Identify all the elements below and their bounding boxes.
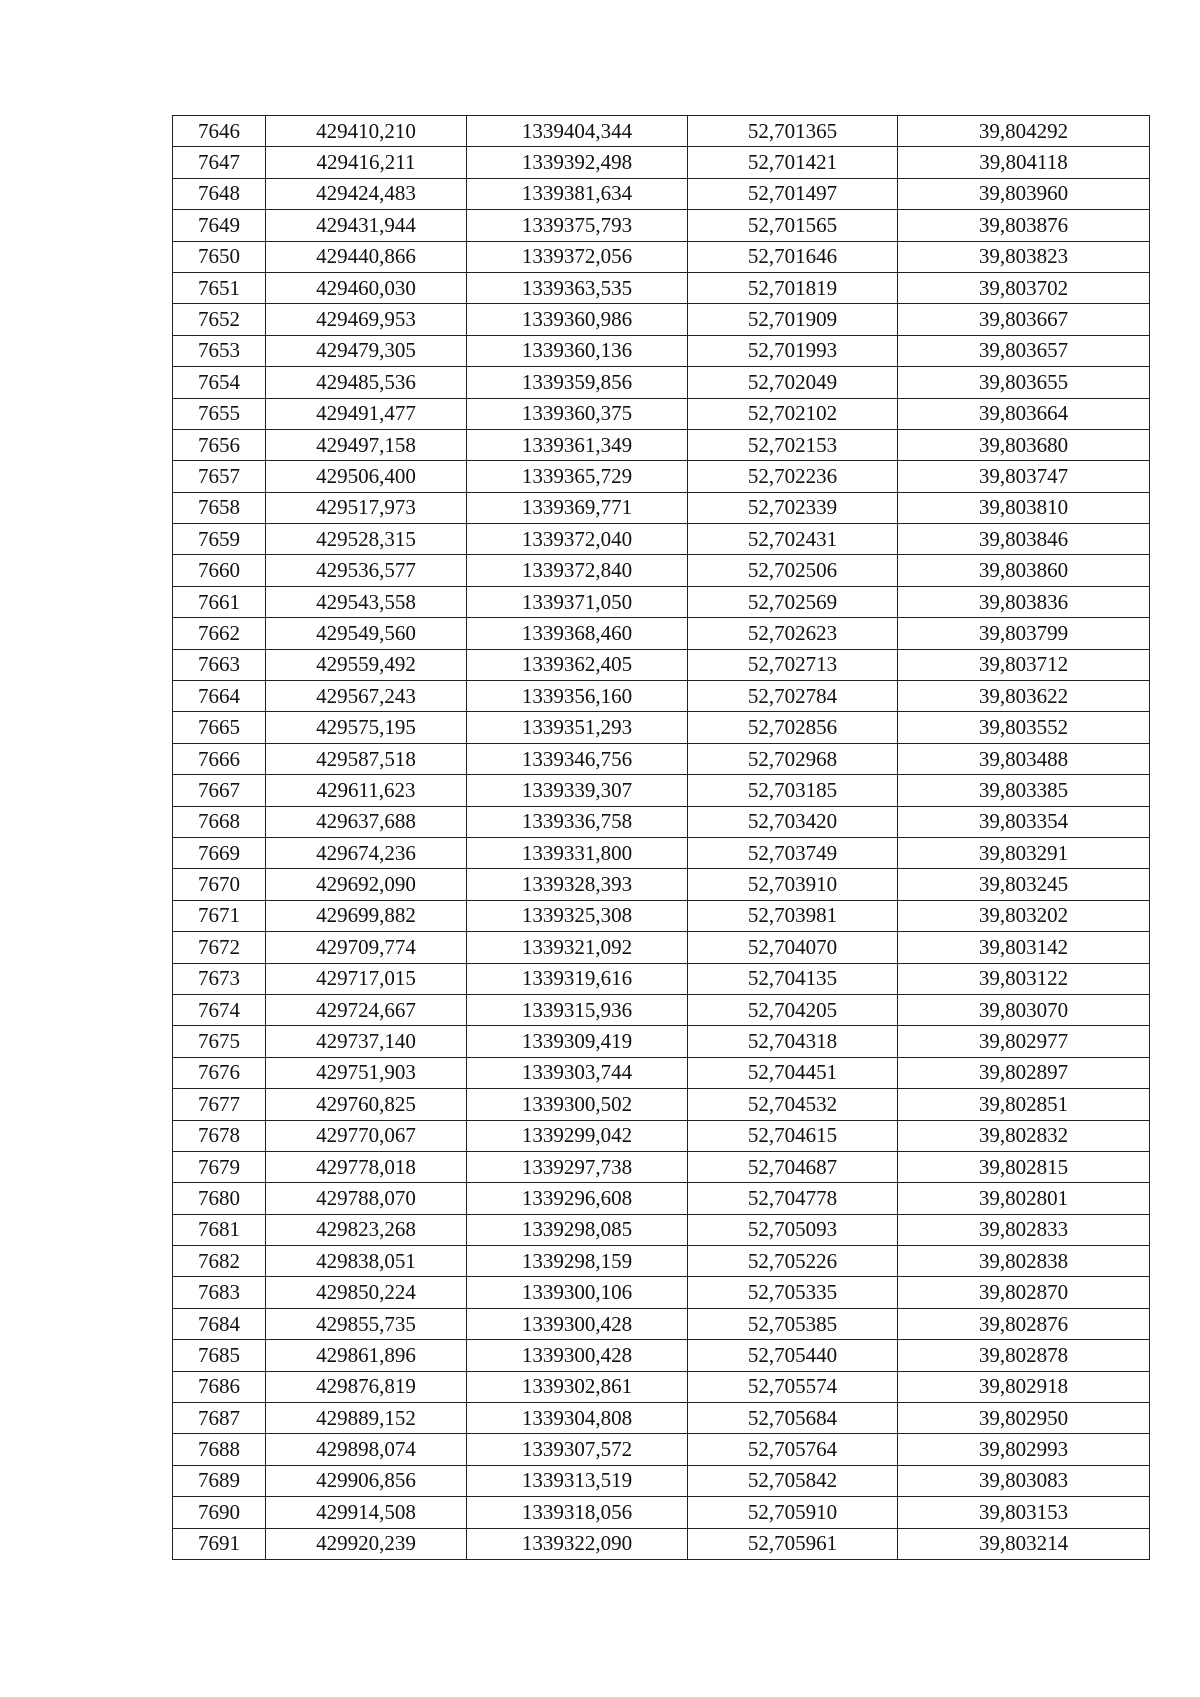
- x-coordinate-cell: 429751,903: [266, 1057, 467, 1088]
- point-number-cell: 7668: [173, 806, 266, 837]
- latitude-cell: 52,702339: [688, 492, 898, 523]
- latitude-cell: 52,701993: [688, 335, 898, 366]
- table-row: [173, 398, 1150, 429]
- latitude-cell: 52,704318: [688, 1026, 898, 1057]
- point-number-cell: 7656: [173, 429, 266, 460]
- latitude-cell: 52,701646: [688, 241, 898, 272]
- table-row: [173, 681, 1150, 712]
- latitude-cell: 52,701565: [688, 210, 898, 241]
- x-coordinate-cell: 429424,483: [266, 178, 467, 209]
- table-row: [173, 712, 1150, 743]
- y-coordinate-cell: 1339404,344: [467, 116, 688, 147]
- point-number-cell: 7684: [173, 1308, 266, 1339]
- point-number-cell: 7652: [173, 304, 266, 335]
- latitude-cell: 52,704532: [688, 1089, 898, 1120]
- y-coordinate-cell: 1339321,092: [467, 932, 688, 963]
- longitude-cell: 39,803960: [898, 178, 1150, 209]
- x-coordinate-cell: 429517,973: [266, 492, 467, 523]
- point-number-cell: 7672: [173, 932, 266, 963]
- point-number-cell: 7689: [173, 1465, 266, 1496]
- table-row: [173, 618, 1150, 649]
- table-row: [173, 1277, 1150, 1308]
- y-coordinate-cell: 1339309,419: [467, 1026, 688, 1057]
- longitude-cell: 39,803354: [898, 806, 1150, 837]
- x-coordinate-cell: 429567,243: [266, 681, 467, 712]
- x-coordinate-cell: 429876,819: [266, 1371, 467, 1402]
- point-number-cell: 7648: [173, 178, 266, 209]
- table-row: [173, 1057, 1150, 1088]
- latitude-cell: 52,704778: [688, 1183, 898, 1214]
- point-number-cell: 7646: [173, 116, 266, 147]
- point-number-cell: 7683: [173, 1277, 266, 1308]
- table-row: [173, 272, 1150, 303]
- x-coordinate-cell: 429485,536: [266, 367, 467, 398]
- table-row: [173, 743, 1150, 774]
- latitude-cell: 52,705842: [688, 1465, 898, 1496]
- point-number-cell: 7667: [173, 775, 266, 806]
- longitude-cell: 39,804118: [898, 147, 1150, 178]
- point-number-cell: 7655: [173, 398, 266, 429]
- table-row: [173, 1528, 1150, 1559]
- longitude-cell: 39,803747: [898, 461, 1150, 492]
- table-row: [173, 586, 1150, 617]
- point-number-cell: 7654: [173, 367, 266, 398]
- y-coordinate-cell: 1339360,986: [467, 304, 688, 335]
- longitude-cell: 39,802897: [898, 1057, 1150, 1088]
- point-number-cell: 7665: [173, 712, 266, 743]
- longitude-cell: 39,803153: [898, 1497, 1150, 1528]
- point-number-cell: 7649: [173, 210, 266, 241]
- x-coordinate-cell: 429717,015: [266, 963, 467, 994]
- y-coordinate-cell: 1339360,136: [467, 335, 688, 366]
- y-coordinate-cell: 1339369,771: [467, 492, 688, 523]
- latitude-cell: 52,705910: [688, 1497, 898, 1528]
- table-row: [173, 994, 1150, 1025]
- y-coordinate-cell: 1339339,307: [467, 775, 688, 806]
- point-number-cell: 7685: [173, 1340, 266, 1371]
- point-number-cell: 7675: [173, 1026, 266, 1057]
- longitude-cell: 39,802876: [898, 1308, 1150, 1339]
- latitude-cell: 52,705764: [688, 1434, 898, 1465]
- x-coordinate-cell: 429861,896: [266, 1340, 467, 1371]
- point-number-cell: 7663: [173, 649, 266, 680]
- y-coordinate-cell: 1339328,393: [467, 869, 688, 900]
- y-coordinate-cell: 1339361,349: [467, 429, 688, 460]
- x-coordinate-cell: 429889,152: [266, 1403, 467, 1434]
- x-coordinate-cell: 429914,508: [266, 1497, 467, 1528]
- point-number-cell: 7670: [173, 869, 266, 900]
- latitude-cell: 52,702431: [688, 524, 898, 555]
- latitude-cell: 52,704687: [688, 1151, 898, 1182]
- longitude-cell: 39,802977: [898, 1026, 1150, 1057]
- longitude-cell: 39,802838: [898, 1246, 1150, 1277]
- x-coordinate-cell: 429440,866: [266, 241, 467, 272]
- latitude-cell: 52,703185: [688, 775, 898, 806]
- longitude-cell: 39,803202: [898, 900, 1150, 931]
- longitude-cell: 39,803823: [898, 241, 1150, 272]
- y-coordinate-cell: 1339375,793: [467, 210, 688, 241]
- longitude-cell: 39,803846: [898, 524, 1150, 555]
- point-number-cell: 7666: [173, 743, 266, 774]
- longitude-cell: 39,804292: [898, 116, 1150, 147]
- y-coordinate-cell: 1339315,936: [467, 994, 688, 1025]
- longitude-cell: 39,803810: [898, 492, 1150, 523]
- table-row: [173, 335, 1150, 366]
- table-row: [173, 869, 1150, 900]
- x-coordinate-cell: 429431,944: [266, 210, 467, 241]
- x-coordinate-cell: 429838,051: [266, 1246, 467, 1277]
- point-number-cell: 7653: [173, 335, 266, 366]
- longitude-cell: 39,803712: [898, 649, 1150, 680]
- latitude-cell: 52,702102: [688, 398, 898, 429]
- point-number-cell: 7690: [173, 1497, 266, 1528]
- latitude-cell: 52,702968: [688, 743, 898, 774]
- x-coordinate-cell: 429479,305: [266, 335, 467, 366]
- table-row: [173, 806, 1150, 837]
- table-row: [173, 461, 1150, 492]
- point-number-cell: 7678: [173, 1120, 266, 1151]
- table-row: [173, 524, 1150, 555]
- table-row: [173, 1308, 1150, 1339]
- longitude-cell: 39,802950: [898, 1403, 1150, 1434]
- longitude-cell: 39,803488: [898, 743, 1150, 774]
- y-coordinate-cell: 1339298,085: [467, 1214, 688, 1245]
- table-row: [173, 1434, 1150, 1465]
- y-coordinate-cell: 1339336,758: [467, 806, 688, 837]
- point-number-cell: 7650: [173, 241, 266, 272]
- point-number-cell: 7691: [173, 1528, 266, 1559]
- x-coordinate-cell: 429410,210: [266, 116, 467, 147]
- y-coordinate-cell: 1339351,293: [467, 712, 688, 743]
- latitude-cell: 52,702236: [688, 461, 898, 492]
- latitude-cell: 52,702856: [688, 712, 898, 743]
- table-row: [173, 492, 1150, 523]
- x-coordinate-cell: 429692,090: [266, 869, 467, 900]
- latitude-cell: 52,704451: [688, 1057, 898, 1088]
- y-coordinate-cell: 1339302,861: [467, 1371, 688, 1402]
- y-coordinate-cell: 1339319,616: [467, 963, 688, 994]
- table-row: [173, 116, 1150, 147]
- table-row: [173, 1246, 1150, 1277]
- table-row: [173, 210, 1150, 241]
- point-number-cell: 7658: [173, 492, 266, 523]
- latitude-cell: 52,705961: [688, 1528, 898, 1559]
- x-coordinate-cell: 429536,577: [266, 555, 467, 586]
- table-row: [173, 775, 1150, 806]
- table-row: [173, 367, 1150, 398]
- longitude-cell: 39,803876: [898, 210, 1150, 241]
- x-coordinate-cell: 429637,688: [266, 806, 467, 837]
- latitude-cell: 52,701421: [688, 147, 898, 178]
- point-number-cell: 7681: [173, 1214, 266, 1245]
- longitude-cell: 39,802993: [898, 1434, 1150, 1465]
- y-coordinate-cell: 1339363,535: [467, 272, 688, 303]
- latitude-cell: 52,701497: [688, 178, 898, 209]
- latitude-cell: 52,702784: [688, 681, 898, 712]
- longitude-cell: 39,803142: [898, 932, 1150, 963]
- table-row: [173, 649, 1150, 680]
- point-number-cell: 7688: [173, 1434, 266, 1465]
- longitude-cell: 39,802833: [898, 1214, 1150, 1245]
- table-row: [173, 1497, 1150, 1528]
- x-coordinate-cell: 429549,560: [266, 618, 467, 649]
- point-number-cell: 7664: [173, 681, 266, 712]
- y-coordinate-cell: 1339313,519: [467, 1465, 688, 1496]
- point-number-cell: 7674: [173, 994, 266, 1025]
- latitude-cell: 52,702506: [688, 555, 898, 586]
- longitude-cell: 39,803836: [898, 586, 1150, 617]
- x-coordinate-cell: 429823,268: [266, 1214, 467, 1245]
- x-coordinate-cell: 429460,030: [266, 272, 467, 303]
- latitude-cell: 52,705440: [688, 1340, 898, 1371]
- latitude-cell: 52,701909: [688, 304, 898, 335]
- longitude-cell: 39,802801: [898, 1183, 1150, 1214]
- x-coordinate-cell: 429770,067: [266, 1120, 467, 1151]
- x-coordinate-cell: 429469,953: [266, 304, 467, 335]
- longitude-cell: 39,802815: [898, 1151, 1150, 1182]
- longitude-cell: 39,803122: [898, 963, 1150, 994]
- y-coordinate-cell: 1339356,160: [467, 681, 688, 712]
- x-coordinate-cell: 429906,856: [266, 1465, 467, 1496]
- longitude-cell: 39,803702: [898, 272, 1150, 303]
- longitude-cell: 39,803664: [898, 398, 1150, 429]
- table-row: [173, 241, 1150, 272]
- y-coordinate-cell: 1339298,159: [467, 1246, 688, 1277]
- y-coordinate-cell: 1339300,428: [467, 1340, 688, 1371]
- y-coordinate-cell: 1339304,808: [467, 1403, 688, 1434]
- longitude-cell: 39,803291: [898, 837, 1150, 868]
- x-coordinate-cell: 429543,558: [266, 586, 467, 617]
- point-number-cell: 7647: [173, 147, 266, 178]
- y-coordinate-cell: 1339299,042: [467, 1120, 688, 1151]
- x-coordinate-cell: 429778,018: [266, 1151, 467, 1182]
- longitude-cell: 39,803070: [898, 994, 1150, 1025]
- point-number-cell: 7660: [173, 555, 266, 586]
- longitude-cell: 39,803552: [898, 712, 1150, 743]
- table-row: [173, 900, 1150, 931]
- y-coordinate-cell: 1339392,498: [467, 147, 688, 178]
- longitude-cell: 39,803214: [898, 1528, 1150, 1559]
- longitude-cell: 39,803680: [898, 429, 1150, 460]
- point-number-cell: 7669: [173, 837, 266, 868]
- point-number-cell: 7682: [173, 1246, 266, 1277]
- y-coordinate-cell: 1339331,800: [467, 837, 688, 868]
- longitude-cell: 39,802832: [898, 1120, 1150, 1151]
- y-coordinate-cell: 1339297,738: [467, 1151, 688, 1182]
- x-coordinate-cell: 429788,070: [266, 1183, 467, 1214]
- y-coordinate-cell: 1339325,308: [467, 900, 688, 931]
- x-coordinate-cell: 429850,224: [266, 1277, 467, 1308]
- table-row: [173, 1120, 1150, 1151]
- y-coordinate-cell: 1339322,090: [467, 1528, 688, 1559]
- point-number-cell: 7661: [173, 586, 266, 617]
- x-coordinate-cell: 429491,477: [266, 398, 467, 429]
- coordinates-table-body: [173, 116, 1150, 1560]
- table-row: [173, 1183, 1150, 1214]
- longitude-cell: 39,803083: [898, 1465, 1150, 1496]
- table-row: [173, 963, 1150, 994]
- x-coordinate-cell: 429760,825: [266, 1089, 467, 1120]
- x-coordinate-cell: 429559,492: [266, 649, 467, 680]
- table-row: [173, 1403, 1150, 1434]
- longitude-cell: 39,802870: [898, 1277, 1150, 1308]
- table-row: [173, 837, 1150, 868]
- y-coordinate-cell: 1339372,840: [467, 555, 688, 586]
- latitude-cell: 52,705093: [688, 1214, 898, 1245]
- point-number-cell: 7687: [173, 1403, 266, 1434]
- point-number-cell: 7676: [173, 1057, 266, 1088]
- table-row: [173, 1340, 1150, 1371]
- latitude-cell: 52,701819: [688, 272, 898, 303]
- y-coordinate-cell: 1339362,405: [467, 649, 688, 680]
- table-row: [173, 1026, 1150, 1057]
- y-coordinate-cell: 1339300,502: [467, 1089, 688, 1120]
- table-row: [173, 147, 1150, 178]
- y-coordinate-cell: 1339303,744: [467, 1057, 688, 1088]
- x-coordinate-cell: 429898,074: [266, 1434, 467, 1465]
- latitude-cell: 52,705684: [688, 1403, 898, 1434]
- y-coordinate-cell: 1339346,756: [467, 743, 688, 774]
- point-number-cell: 7659: [173, 524, 266, 555]
- y-coordinate-cell: 1339300,428: [467, 1308, 688, 1339]
- table-row: [173, 304, 1150, 335]
- point-number-cell: 7686: [173, 1371, 266, 1402]
- longitude-cell: 39,803860: [898, 555, 1150, 586]
- latitude-cell: 52,705574: [688, 1371, 898, 1402]
- point-number-cell: 7680: [173, 1183, 266, 1214]
- latitude-cell: 52,704070: [688, 932, 898, 963]
- y-coordinate-cell: 1339365,729: [467, 461, 688, 492]
- y-coordinate-cell: 1339371,050: [467, 586, 688, 617]
- point-number-cell: 7651: [173, 272, 266, 303]
- x-coordinate-cell: 429855,735: [266, 1308, 467, 1339]
- longitude-cell: 39,802878: [898, 1340, 1150, 1371]
- x-coordinate-cell: 429674,236: [266, 837, 467, 868]
- table-row: [173, 1151, 1150, 1182]
- longitude-cell: 39,803245: [898, 869, 1150, 900]
- x-coordinate-cell: 429699,882: [266, 900, 467, 931]
- x-coordinate-cell: 429724,667: [266, 994, 467, 1025]
- y-coordinate-cell: 1339296,608: [467, 1183, 688, 1214]
- point-number-cell: 7671: [173, 900, 266, 931]
- x-coordinate-cell: 429497,158: [266, 429, 467, 460]
- table-row: [173, 1089, 1150, 1120]
- y-coordinate-cell: 1339372,040: [467, 524, 688, 555]
- table-row: [173, 1465, 1150, 1496]
- latitude-cell: 52,705385: [688, 1308, 898, 1339]
- y-coordinate-cell: 1339359,856: [467, 367, 688, 398]
- latitude-cell: 52,702153: [688, 429, 898, 460]
- table-row: [173, 1371, 1150, 1402]
- latitude-cell: 52,701365: [688, 116, 898, 147]
- point-number-cell: 7657: [173, 461, 266, 492]
- longitude-cell: 39,803385: [898, 775, 1150, 806]
- x-coordinate-cell: 429528,315: [266, 524, 467, 555]
- latitude-cell: 52,705335: [688, 1277, 898, 1308]
- coordinates-table: [172, 115, 1150, 1560]
- y-coordinate-cell: 1339300,106: [467, 1277, 688, 1308]
- x-coordinate-cell: 429587,518: [266, 743, 467, 774]
- longitude-cell: 39,803667: [898, 304, 1150, 335]
- table-row: [173, 932, 1150, 963]
- x-coordinate-cell: 429575,195: [266, 712, 467, 743]
- x-coordinate-cell: 429737,140: [266, 1026, 467, 1057]
- x-coordinate-cell: 429416,211: [266, 147, 467, 178]
- longitude-cell: 39,803799: [898, 618, 1150, 649]
- table-row: [173, 178, 1150, 209]
- latitude-cell: 52,704615: [688, 1120, 898, 1151]
- longitude-cell: 39,802918: [898, 1371, 1150, 1402]
- y-coordinate-cell: 1339318,056: [467, 1497, 688, 1528]
- table-row: [173, 1214, 1150, 1245]
- latitude-cell: 52,702623: [688, 618, 898, 649]
- longitude-cell: 39,802851: [898, 1089, 1150, 1120]
- latitude-cell: 52,703981: [688, 900, 898, 931]
- latitude-cell: 52,702569: [688, 586, 898, 617]
- latitude-cell: 52,703910: [688, 869, 898, 900]
- x-coordinate-cell: 429920,239: [266, 1528, 467, 1559]
- latitude-cell: 52,704205: [688, 994, 898, 1025]
- y-coordinate-cell: 1339360,375: [467, 398, 688, 429]
- latitude-cell: 52,705226: [688, 1246, 898, 1277]
- longitude-cell: 39,803655: [898, 367, 1150, 398]
- x-coordinate-cell: 429506,400: [266, 461, 467, 492]
- point-number-cell: 7673: [173, 963, 266, 994]
- table-row: [173, 429, 1150, 460]
- point-number-cell: 7662: [173, 618, 266, 649]
- longitude-cell: 39,803657: [898, 335, 1150, 366]
- x-coordinate-cell: 429709,774: [266, 932, 467, 963]
- table-row: [173, 555, 1150, 586]
- point-number-cell: 7679: [173, 1151, 266, 1182]
- latitude-cell: 52,703749: [688, 837, 898, 868]
- latitude-cell: 52,702049: [688, 367, 898, 398]
- y-coordinate-cell: 1339307,572: [467, 1434, 688, 1465]
- point-number-cell: 7677: [173, 1089, 266, 1120]
- y-coordinate-cell: 1339381,634: [467, 178, 688, 209]
- latitude-cell: 52,702713: [688, 649, 898, 680]
- y-coordinate-cell: 1339372,056: [467, 241, 688, 272]
- x-coordinate-cell: 429611,623: [266, 775, 467, 806]
- longitude-cell: 39,803622: [898, 681, 1150, 712]
- y-coordinate-cell: 1339368,460: [467, 618, 688, 649]
- latitude-cell: 52,703420: [688, 806, 898, 837]
- latitude-cell: 52,704135: [688, 963, 898, 994]
